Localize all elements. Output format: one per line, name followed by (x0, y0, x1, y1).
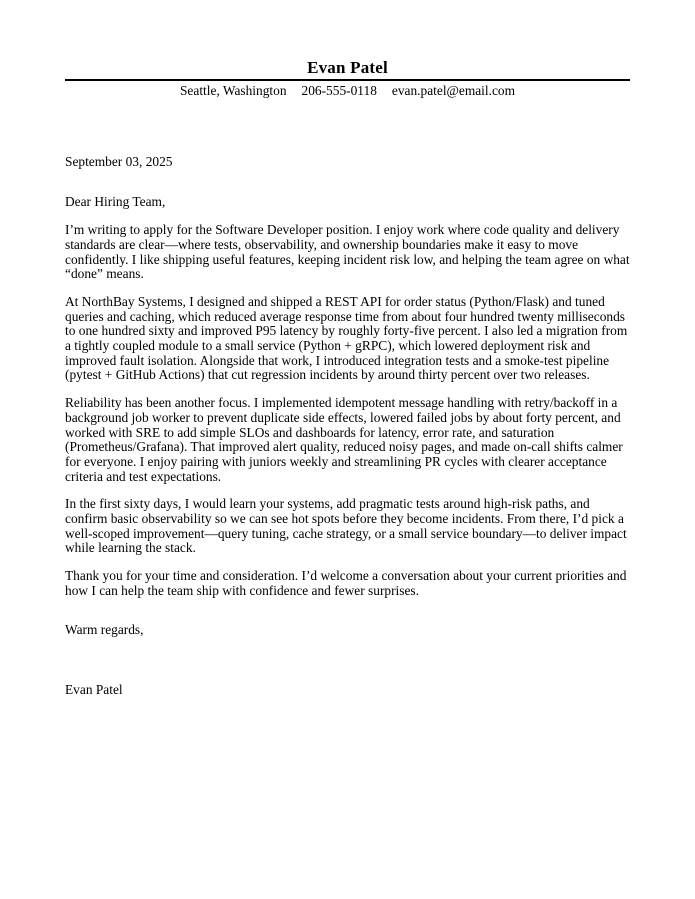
contact-line (65, 84, 630, 99)
closing-valediction: Warm regards, (65, 621, 144, 637)
applicant-name-heading: Evan Patel (307, 58, 388, 77)
paragraph-experience: At NorthBay Systems, I designed and shipped a REST API for order status (Python/Flask) and tuned queries and caching, which reduced average response time from about four hundred twenty milliseconds to one hundred sixty and improved P95 latency by roughly forty-five percent. I also led a migration from a tightly coupled module to a small service (Python + gRPC), which lowered deployment risk and improved fault isolation. Alongside that work, I introduced integration tests and a smoke-test pipeline (pytest + GitHub Actions) that cut regression incidents by around thirty percent over two releases. (65, 293, 628, 383)
salutation: Dear Hiring Team, (65, 194, 166, 210)
header-divider (65, 79, 630, 81)
paragraph-intro: I’m writing to apply for the Software Developer position. I enjoy work where code quality and delivery standards are clear—where tests, observability, and ownership boundaries make it easy to move confidently. I like shipping useful features, keeping incident risk low, and helping the team agree on what “done” means. (65, 222, 630, 282)
letter-date: September 03, 2025 (65, 153, 173, 169)
paragraph-reliability: Reliability has been another focus. I implemented idempotent message handling with retry/backoff in a background job worker to prevent duplicate side effects, lowered failed jobs by about forty percent, and worked with SRE to add simple SLOs and dashboards for latency, error rate, and saturation (Prometheus/Grafana). That improved alert quality, reduced noisy pages, and made on-call shifts calmer for everyone. I enjoy pairing with juniors weekly and streamlining PR cycles with clearer acceptance criteria and test expectations. (65, 395, 623, 484)
contact-email: evan.patel@email.com (391, 83, 516, 98)
paragraph-thanks: Thank you for your time and consideration. I’d welcome a conversation about your current priorities and how I can help the team ship with confidence and fewer surprises. (65, 568, 627, 598)
contact-phone: 206-555-0118 (301, 83, 377, 98)
letter-header (65, 58, 630, 99)
signature-name: Evan Patel (65, 682, 123, 698)
paragraph-first-sixty-days: In the first sixty days, I would learn your systems, add pragmatic tests around high-risk paths, and confirm basic observability so we can see hot spots before they become incidents. From there, I’d pick a well-scoped improvement—query tuning, cache strategy, or a small service boundary—to deliver impact while learning the stack. (65, 496, 627, 556)
contact-location: Seattle, Washington (179, 83, 287, 98)
letter-body (65, 155, 630, 698)
